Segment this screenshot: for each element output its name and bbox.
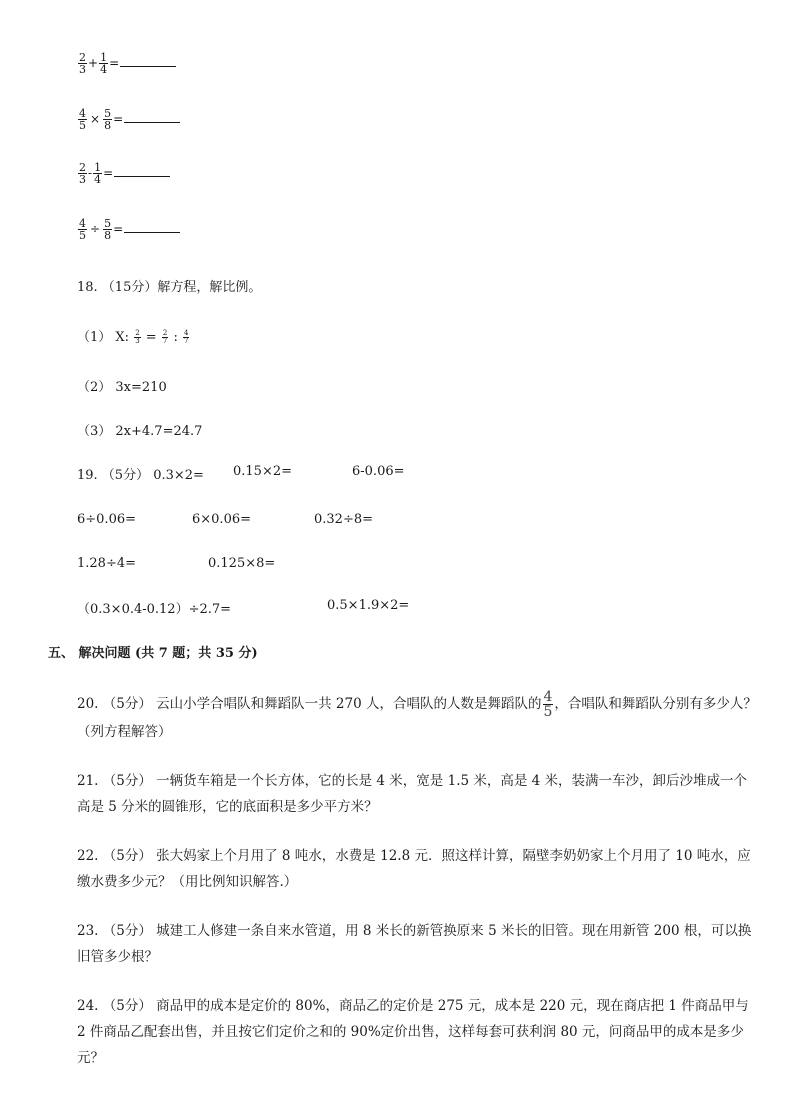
q19-row2-a: 6÷0.06= — [77, 512, 137, 527]
fraction-exercise-4 — [77, 218, 180, 241]
operator: - — [88, 166, 93, 180]
q18-heading: 18. （15分）解方程，解比例。 — [77, 280, 262, 295]
q19-row2-b: 6×0.06= — [192, 512, 252, 527]
q20-text-after: ，合唱队和舞蹈队分别有多少人？（列方程解答） — [77, 696, 757, 740]
answer-blank[interactable] — [120, 54, 176, 67]
q22-text: 22. （5分） 张大妈家上个月用了 8 吨水，水费是 12.8 元．照这样计算，隔壁李奶奶家上个月用了 10 吨水，应缴水费多少元？（用比例知识解答.） — [77, 848, 751, 890]
fraction: $\frac{4}{7}$ — [183, 329, 189, 345]
fraction-exercise-3 — [77, 162, 170, 185]
fraction: $\frac{4}{5}$ — [79, 217, 86, 242]
q24-text: 24. （5分） 商品甲的成本是定价的 80%，商品乙的定价是 275 元，成本是 220 元，现在商店把 1 件商品甲与 2 件商品乙配套出售，并且按它们定价之和的 90%定价出售，这样每套可获利润 80 元，问商品甲的成本是多少元？ — [77, 998, 749, 1066]
answer-blank[interactable] — [124, 220, 180, 233]
fraction: $\frac{5}{8}$ — [104, 217, 112, 242]
q20-text — [77, 690, 757, 745]
q19-row3-b: 0.125×8= — [208, 556, 276, 571]
fraction: $\frac{5}{8}$ — [104, 107, 112, 132]
q19-row2-c: 0.32÷8= — [314, 512, 374, 527]
q19-row1-c: 6-0.06= — [352, 464, 405, 479]
operator: × — [90, 112, 101, 126]
q19-row3-a: 1.28÷4= — [77, 556, 137, 571]
answer-blank[interactable] — [114, 164, 170, 177]
fraction: $\frac{2}{7}$ — [162, 329, 168, 345]
fraction: $\frac{1}{4}$ — [100, 51, 108, 76]
q23-text: 23. （5分） 城建工人修建一条自来水管道，用 8 米长的新管换原来 5 米长的旧管。现在用新管 200 根，可以换旧管多少根？ — [77, 923, 752, 965]
q18-item-1 — [77, 326, 190, 345]
fraction-exercise-1 — [77, 52, 176, 75]
q19-row4-b: 0.5×1.9×2= — [327, 598, 410, 613]
fraction: $\frac{2}{3}$ — [135, 329, 140, 345]
fraction: $\frac{1}{4}$ — [94, 161, 102, 186]
q21-text: 21. （5分） 一辆货车箱是一个长方体，它的长是 4 米，宽是 1.5 米，高是 4 米，装满一车沙，卸后沙堆成一个高是 5 分米的圆锥形，它的底面积是多少平方米？ — [77, 773, 748, 815]
operator: + — [88, 56, 99, 70]
equals-sign: = — [103, 166, 114, 180]
q18-item-1-label: （1） X: — [77, 330, 130, 345]
q19-row1-b: 0.15×2= — [233, 464, 293, 479]
q18-item-3: （3） 2x+4.7=24.7 — [77, 424, 203, 439]
fraction-exercise-2 — [77, 108, 180, 131]
fraction: $\frac{4}{5}$ — [543, 689, 553, 720]
q20-text-before: 20. （5分） 云山小学合唱队和舞蹈队一共 270 人，合唱队的人数是舞蹈队的 — [77, 696, 542, 712]
section-title: 五、 解决问题 (共 7 题；共 35 分) — [48, 646, 258, 661]
equals-sign: = — [113, 222, 124, 236]
equals-sign: = — [109, 56, 120, 70]
q19-row4-a: （0.3×0.4-0.12）÷2.7= — [77, 602, 232, 617]
fraction: $\frac{4}{5}$ — [79, 107, 86, 132]
operator: ÷ — [90, 222, 101, 236]
ratio-colon: : — [173, 330, 178, 345]
equals-sign: = — [145, 330, 157, 345]
fraction: $\frac{2}{3}$ — [79, 161, 86, 186]
q19-row1-a: 19. （5分） 0.3×2= — [77, 468, 204, 483]
equals-sign: = — [113, 112, 124, 126]
q18-item-2: （2） 3x=210 — [77, 380, 167, 395]
answer-blank[interactable] — [124, 110, 180, 123]
fraction: $\frac{2}{3}$ — [79, 51, 86, 76]
